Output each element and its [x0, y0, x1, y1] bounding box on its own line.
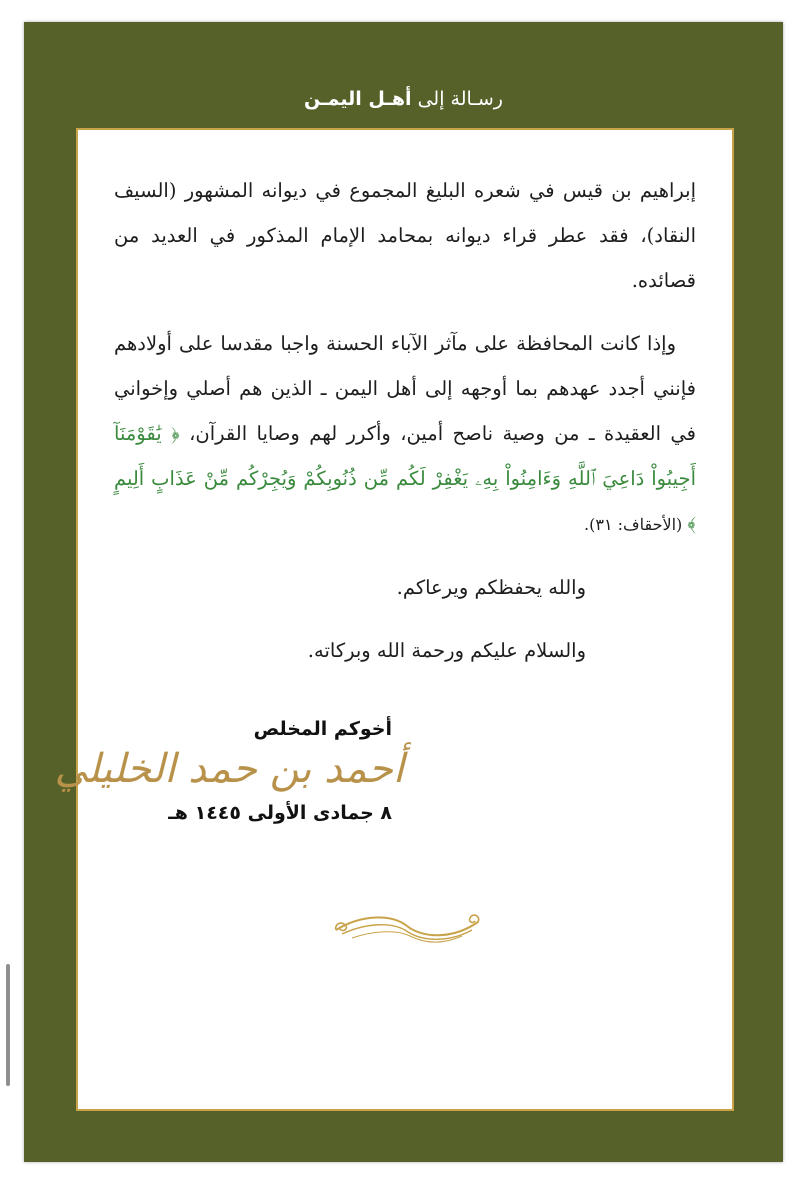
header-title-bold: أهـل اليمـن	[304, 88, 412, 110]
closing-line-1: والله يحفظكم ويرعاكم.	[396, 576, 586, 599]
letter-card	[54, 128, 734, 1111]
page-frame	[24, 22, 783, 1162]
scrollbar-thumb[interactable]	[6, 964, 10, 1086]
page-header-title	[24, 88, 783, 110]
signature-block	[54, 718, 404, 824]
signature-date: ٨ جمادى الأولى ١٤٤٥ هـ	[168, 802, 392, 824]
signature-title: أخوكم المخلص	[253, 718, 392, 740]
paragraph-2-text: وإذا كانت المحافظة على مآثر الآباء الحسنة واجبا مقدسا على أولادهم فإنني أجدد عهدهم بما أوجهه إلى أهل اليمن ـ الذين هم أصلي وإخواني في العقيدة ـ من وصية ناصح أمين، وأكرر لهم وصايا القرآن،	[114, 332, 696, 445]
paragraph-1: إبراهيم بن قيس في شعره البليغ المجموع في ديوانه المشهور (السيف النقاد)، فقد عطر قراء ديوانه بمحامد الإمام المذكور في العديد من قصائده.	[114, 179, 696, 292]
decorative-flourish-icon	[332, 910, 482, 946]
header-title-prefix: رسـالة إلى	[411, 88, 503, 110]
verse-citation: (الأحقاف: ٣١).	[584, 515, 688, 534]
signature-name: أحمد بن حمد الخليلي	[54, 746, 404, 792]
paragraph-2	[114, 321, 696, 547]
closing-line-2: والسلام عليكم ورحمة الله وبركاته.	[307, 639, 586, 662]
quran-verse: ﴿ يَٰقَوْمَنَآ أَجِيبُواْ دَاعِيَ ٱللَّهِ وَءَامِنُواْ بِهِۦ يَغْفِرْ لَكُم مِّن ذُنُوبِكُمْ وَيُجِرْكُم مِّنْ عَذَابٍ أَلِيمٍ ﴾	[114, 422, 696, 535]
letter-body	[114, 168, 696, 691]
